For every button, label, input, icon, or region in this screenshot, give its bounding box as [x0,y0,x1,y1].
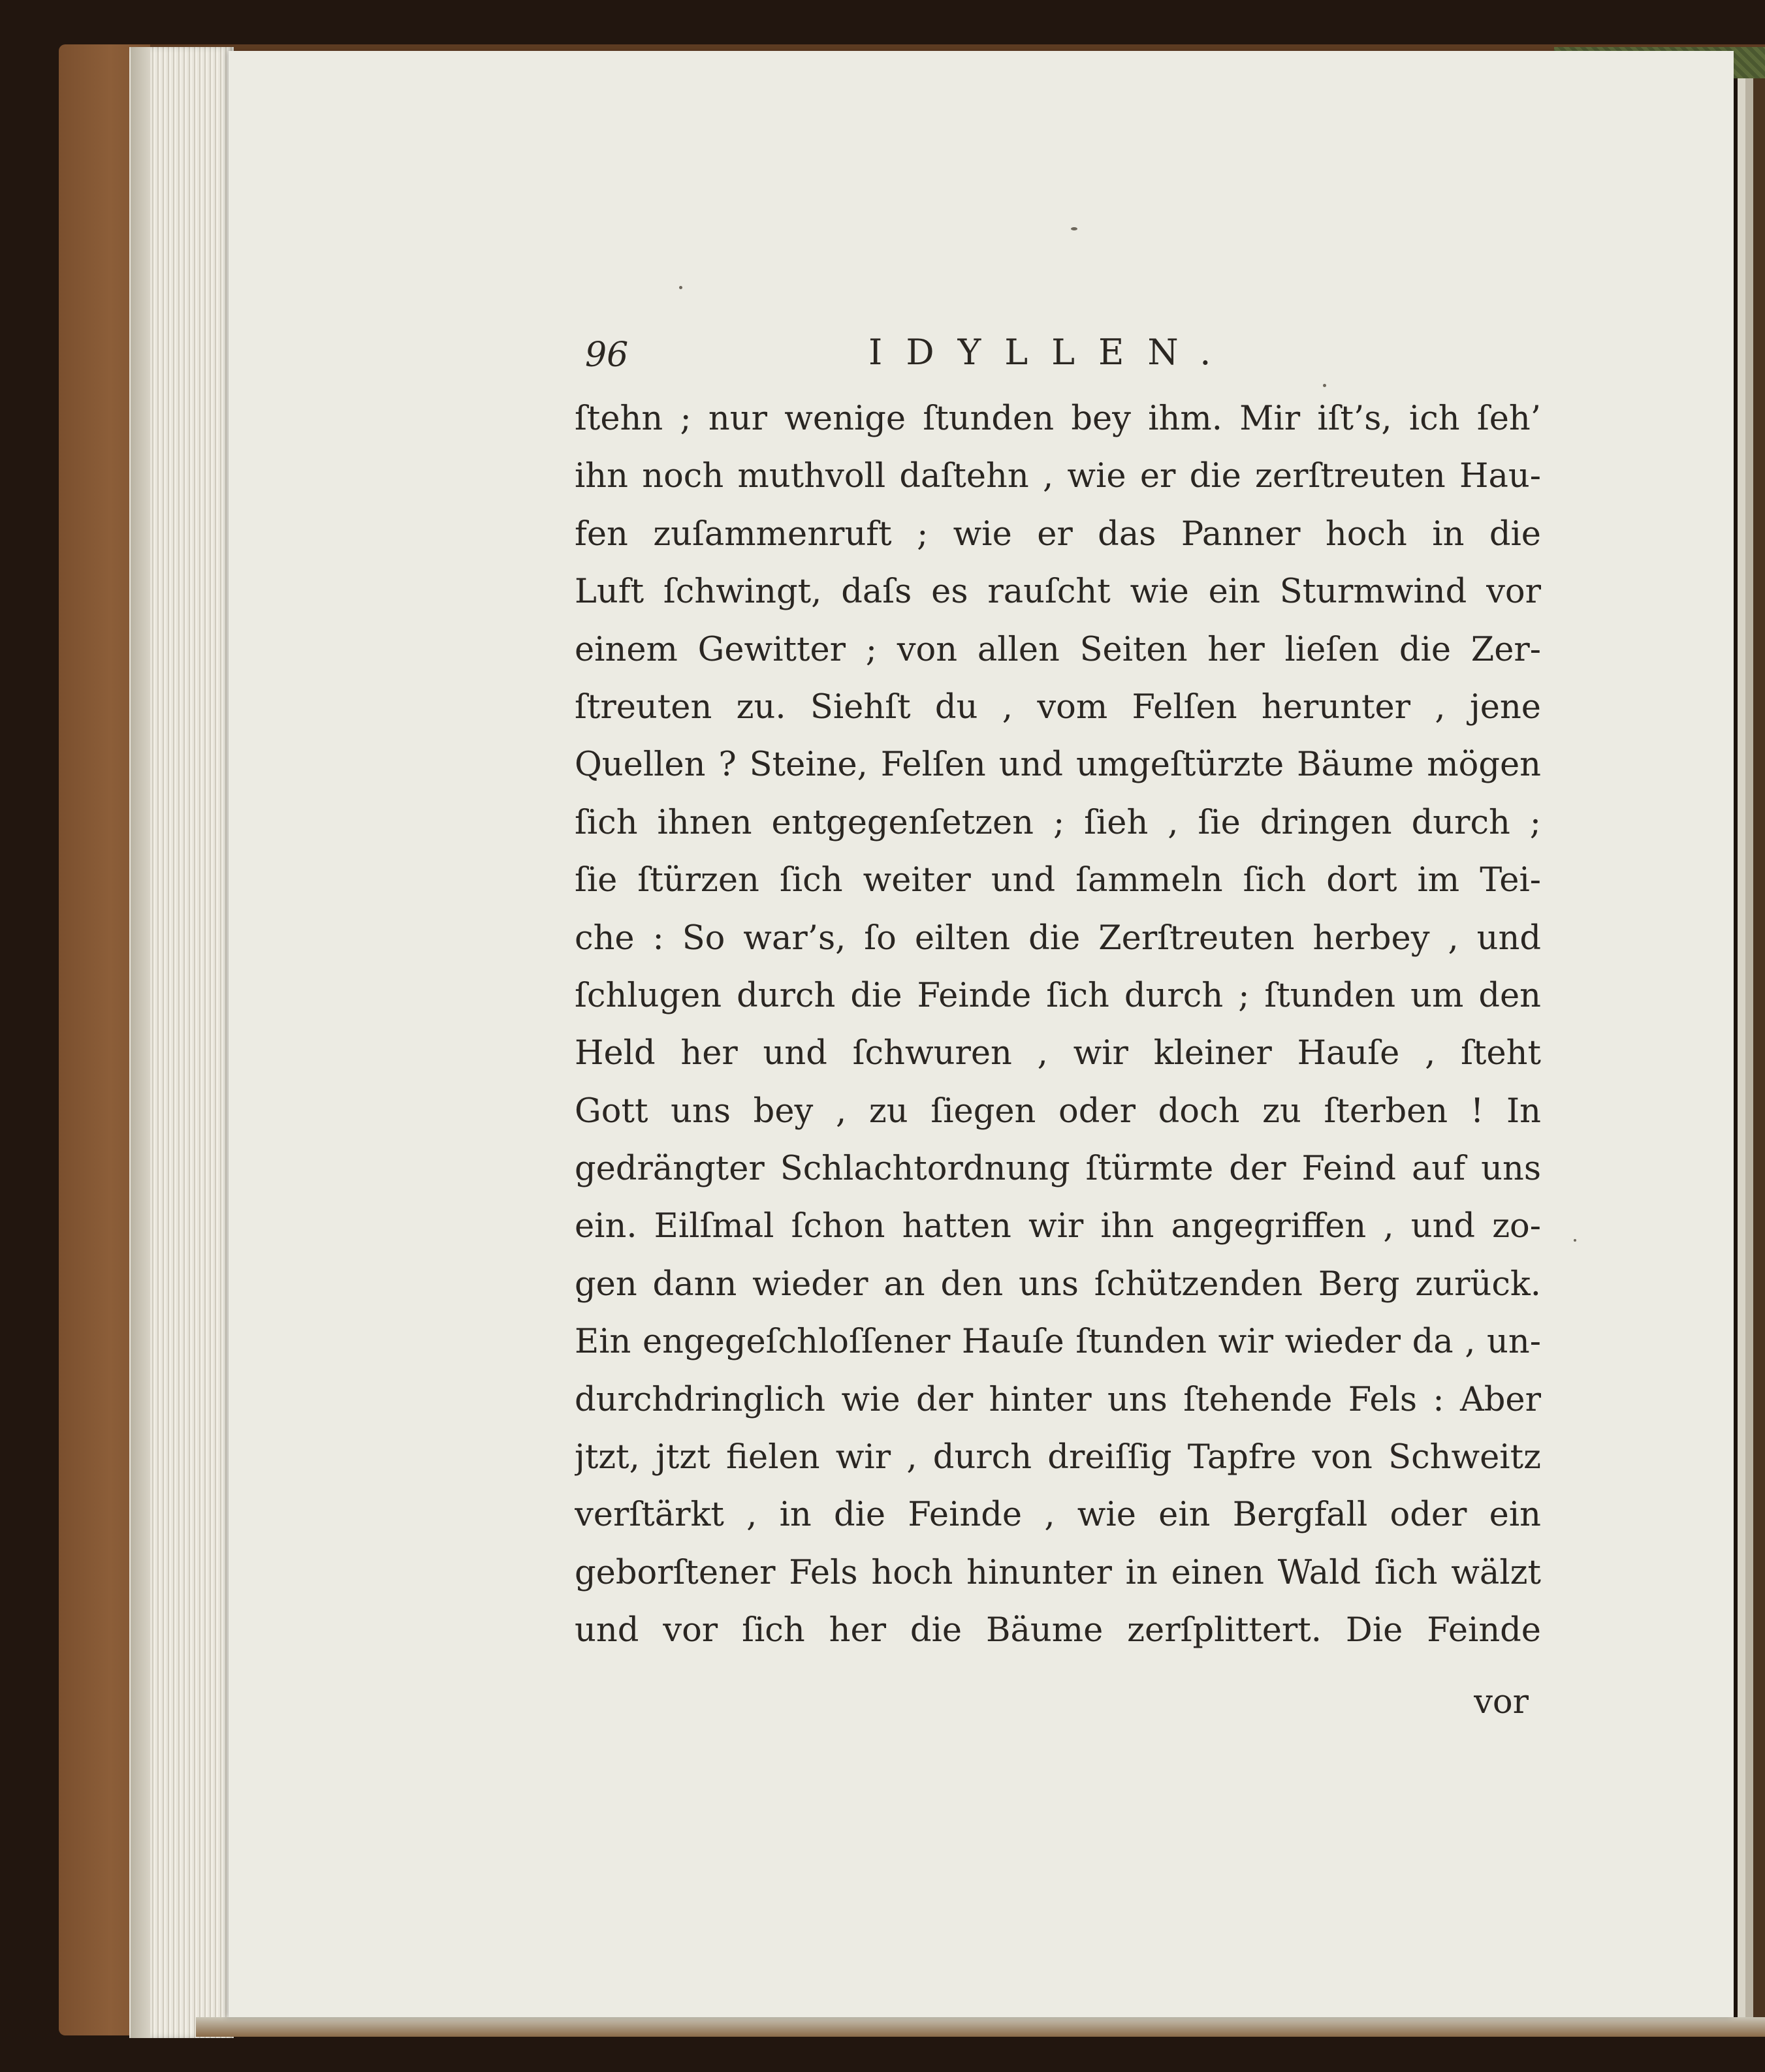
text-line: ſich ihnen entgegenſetzen ; ſieh , ſie dringen durch ; [575,803,1541,842]
text-line: Ein engegeſchloſſener Hauſe ſtunden wir wieder da , un- [575,1323,1541,1362]
text-line: Luft ſchwingt, daſs es rauſcht wie ein Sturmwind vor [575,573,1541,612]
page-number: 96 [585,336,629,375]
page-edges-shadow [131,47,150,2038]
text-line: ſtehn ; nur wenige ſtunden bey ihm. Mir iſt’s, ich ſeh’ [575,400,1541,438]
text-line: geborſtener Fels hoch hinunter in einen Wald ſich wälzt [575,1553,1541,1592]
text-line: verſtärkt , in die Feinde , wie ein Bergfall oder ein [575,1496,1541,1535]
text-line: che : So war’s, ſo eilten die Zerſtreuten herbey , und [575,918,1541,958]
text-line: ſchlugen durch die Feinde ſich durch ; ſtunden um den [575,976,1541,1015]
text-line: Quellen ? Steine, Felſen und umgeſtürzte Bäume mögen [575,746,1541,785]
paper-speck [679,286,682,289]
page-edges-right [1734,78,1765,2037]
text-line: jtzt, jtzt fielen wir , durch dreiſſig Tapfre von Schweitz [575,1438,1541,1477]
text-line: ein. Eilſmal ſchon hatten wir ihn angegriffen , und zo- [575,1207,1541,1246]
paper-speck [1071,227,1077,230]
cover-bottom-edge [196,2017,1765,2037]
text-line: einem Gewitter ; von allen Seiten her lieſen die Zer- [575,630,1541,669]
text-line: fen zuſammenruft ; wie er das Panner hoch in die [575,514,1541,554]
catchword: vor [1474,1683,1529,1721]
text-line: ihn noch muthvoll daſtehn , wie er die zerſtreuten Hau- [575,457,1541,496]
text-line: ſtreuten zu. Siehſt du , vom Felſen herunter , jene [575,687,1541,727]
text-line: gedrängter Schlachtordnung ſtürmte der Feind auf uns [575,1150,1541,1189]
text-line: ſie ſtürzen ſich weiter und ſammeln ſich dort im Tei- [575,861,1541,900]
text-line: durchdringlich wie der hinter uns ſtehende Fels : Aber [575,1380,1541,1419]
body-text [575,390,1541,1660]
text-line: und vor ſich her die Bäume zerſplittert. Die Feinde [575,1611,1541,1650]
paper-speck [1323,384,1326,387]
text-line: Gott uns bey , zu ſiegen oder doch zu ſterben ! In [575,1091,1541,1131]
running-head: IDYLLEN. [868,332,1235,373]
text-line: Held her und ſchwuren , wir kleiner Hauſe , ſteht [575,1034,1541,1073]
text-line: gen dann wieder an den uns ſchützenden Berg zurück. [575,1264,1541,1304]
paper-speck [1574,1239,1576,1242]
